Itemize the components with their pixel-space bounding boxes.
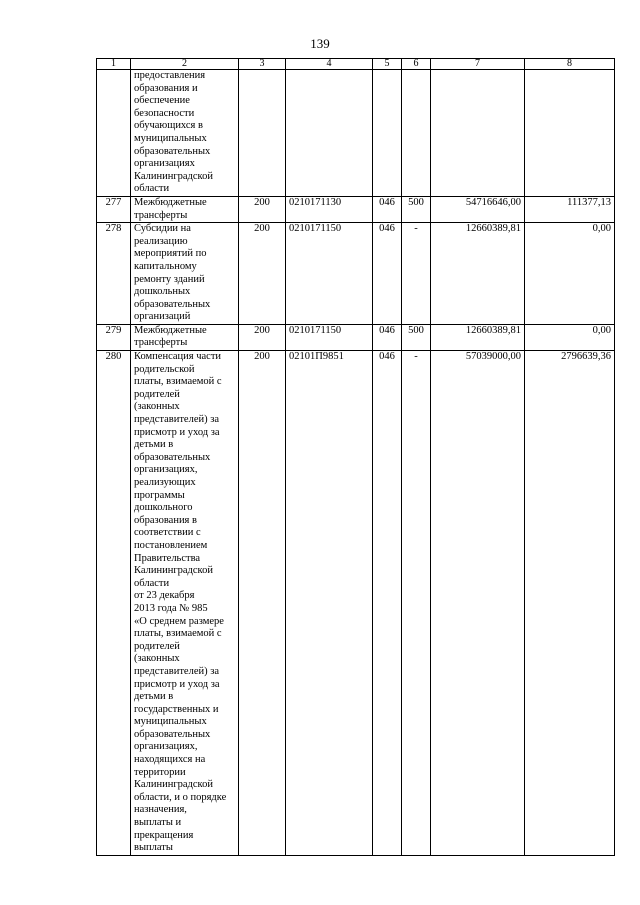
row-col-8: 0,00 [525,223,615,325]
header-col-7: 7 [431,59,525,70]
row-col-6: - [402,223,431,325]
header-col-5: 5 [373,59,402,70]
row-name [131,324,239,350]
row-col-7 [431,70,525,197]
row-name [131,223,239,325]
row-name [131,351,239,856]
table-row [97,223,615,325]
header-col-3: 3 [239,59,286,70]
row-col-5 [373,70,402,197]
row-col-6 [402,70,431,197]
table-row [97,70,615,197]
row-number: 277 [97,196,131,222]
table-row [97,196,615,222]
row-number: 278 [97,223,131,325]
row-name [131,70,239,197]
header-col-2: 2 [131,59,239,70]
row-col-5: 046 [373,223,402,325]
row-col-8: 111377,13 [525,196,615,222]
row-col-7: 54716646,00 [431,196,525,222]
row-col-8: 2796639,36 [525,351,615,856]
row-col-6: 500 [402,324,431,350]
row-name-text: Компенсация части родительской платы, взимаемой с родителей (законных представителей) за присмотр и уход за детьми в образовательных организациях, реализующих программы дошкольного образования в соответствии с постановлением Правительства Калининградской области от 23 декабря 2013 года № 985 «О среднем размере платы, взимаемой с родителей (законных представителей) за присмотр и уход за детьми в государственных и муниципальных образовательных организациях, находящихся на территории Калининградской области, и о порядке назначения, выплаты и прекращения выплаты [134,351,227,854]
row-name-text: Субсидии на реализацию мероприятий по капитальному ремонту зданий дошкольных образовательных организаций [134,223,211,323]
row-col-7: 57039000,00 [431,351,525,856]
row-col-8 [525,70,615,197]
row-col-4: 02101П9851 [286,351,373,856]
row-col-3 [239,70,286,197]
budget-table [96,58,615,856]
row-number [97,70,131,197]
header-col-8: 8 [525,59,615,70]
row-col-7: 12660389,81 [431,324,525,350]
row-number: 279 [97,324,131,350]
row-col-7: 12660389,81 [431,223,525,325]
header-col-1: 1 [97,59,131,70]
row-col-5: 046 [373,324,402,350]
row-col-4: 0210171150 [286,223,373,325]
row-col-3: 200 [239,196,286,222]
row-col-6: - [402,351,431,856]
row-col-4: 0210171130 [286,196,373,222]
row-col-5: 046 [373,196,402,222]
page-number: 139 [310,36,330,51]
header-col-4: 4 [286,59,373,70]
table-row [97,351,615,856]
row-col-3: 200 [239,324,286,350]
row-name-text: Межбюджетные трансферты [134,196,207,221]
header-row [97,59,615,70]
row-col-6: 500 [402,196,431,222]
header-col-6: 6 [402,59,431,70]
row-name [131,196,239,222]
row-col-4: 0210171150 [286,324,373,350]
row-col-5: 046 [373,351,402,856]
row-name-text: предоставления образования и обеспечение безопасности обучающихся в муниципальных образовательных организациях Калининградской области [134,70,213,195]
row-col-3: 200 [239,223,286,325]
row-col-4 [286,70,373,197]
row-col-8: 0,00 [525,324,615,350]
row-col-3: 200 [239,351,286,856]
row-number: 280 [97,351,131,856]
table-row [97,324,615,350]
row-name-text: Межбюджетные трансферты [134,324,207,349]
